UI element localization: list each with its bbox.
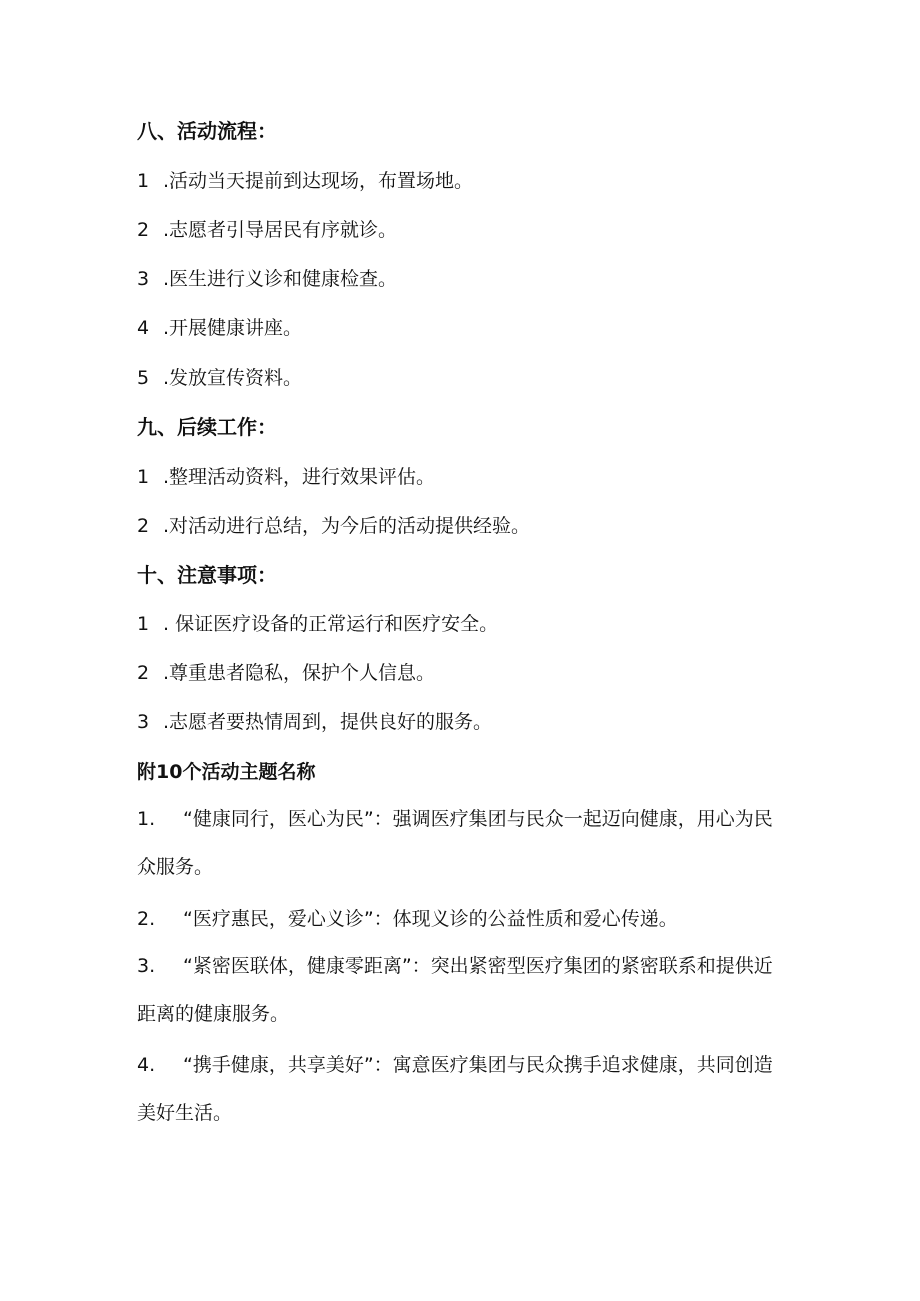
theme-text: “医疗惠民，爱心义诊”：体现义诊的公益性质和爱心传递。	[183, 908, 678, 930]
item-number: 1	[137, 466, 150, 488]
list-item	[137, 464, 797, 490]
list-item	[137, 266, 797, 292]
appendix-heading: 附10个活动主题名称	[137, 761, 316, 783]
theme-text: “健康同行，医心为民”：强调医疗集团与民众一起迈向健康，用心为民众服务。	[137, 808, 773, 878]
theme-item	[137, 795, 787, 891]
item-number: 2	[137, 219, 150, 241]
item-number: 1	[137, 613, 150, 635]
item-number: 5	[137, 367, 150, 389]
item-text: .志愿者引导居民有序就诊。	[163, 219, 398, 241]
list-item	[137, 709, 797, 735]
section-heading-follow-up: 九、后续工作：	[137, 415, 277, 439]
theme-item	[137, 1041, 787, 1137]
list-item	[137, 168, 797, 194]
list-item	[137, 611, 797, 637]
item-text: .整理活动资料，进行效果评估。	[163, 466, 436, 488]
item-text: .开展健康讲座。	[163, 317, 303, 339]
item-text: .志愿者要热情周到，提供良好的服务。	[163, 711, 493, 733]
list-item	[137, 513, 797, 539]
item-number: 1	[137, 170, 150, 192]
section-heading-activity-process: 八、活动流程：	[137, 119, 277, 143]
theme-number: 4.	[137, 1054, 156, 1076]
item-text: .发放宣传资料。	[163, 367, 303, 389]
item-number: 3	[137, 711, 150, 733]
item-text: . 保证医疗设备的正常运行和医疗安全。	[163, 613, 499, 635]
item-text: .医生进行义诊和健康检查。	[163, 268, 398, 290]
item-text: .尊重患者隐私，保护个人信息。	[163, 662, 436, 684]
list-item	[137, 217, 797, 243]
item-text: .对活动进行总结，为今后的活动提供经验。	[163, 515, 531, 537]
section-heading-notes: 十、注意事项：	[137, 563, 277, 587]
item-number: 2	[137, 515, 150, 537]
theme-item	[137, 942, 787, 1038]
item-number: 3	[137, 268, 150, 290]
list-item	[137, 315, 797, 341]
list-item	[137, 365, 797, 391]
theme-text: “携手健康，共享美好”：寓意医疗集团与民众携手追求健康，共同创造美好生活。	[137, 1054, 773, 1124]
theme-number: 3.	[137, 955, 156, 977]
theme-number: 1.	[137, 808, 156, 830]
theme-number: 2.	[137, 908, 156, 930]
item-text: .活动当天提前到达现场，布置场地。	[163, 170, 474, 192]
item-number: 2	[137, 662, 150, 684]
theme-text: “紧密医联体，健康零距离”：突出紧密型医疗集团的紧密联系和提供近距离的健康服务。	[137, 955, 773, 1025]
item-number: 4	[137, 317, 150, 339]
list-item	[137, 660, 797, 686]
theme-item	[137, 906, 797, 932]
